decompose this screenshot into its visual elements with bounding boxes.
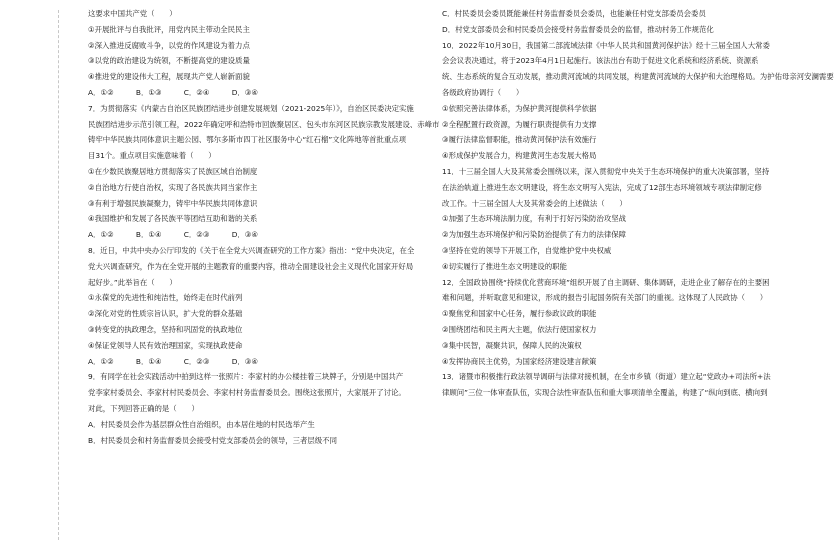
- text-line: ②深化对党的性质宗旨认识，扩大党的群众基础: [88, 309, 243, 319]
- text-line: ①开展批评与自我批评，用党内民主带动全民民主: [88, 24, 250, 34]
- text-line: ②全程配置行政资源，为履行职责提供有力支撑: [442, 119, 597, 129]
- text-line: ④切实履行了推进生态文明建设的职能: [442, 261, 567, 271]
- text-line: ③集中民智，凝聚共识，保障人民的决策权: [442, 340, 582, 350]
- text-line: 11．十三届全国人大及其常委会围绕以来，深入贯彻党中央关于生态环境保护的重大决策部署，坚持: [442, 166, 770, 176]
- text-line: ③转变党的执政理念，坚持和巩固党的执政地位: [88, 324, 243, 334]
- text-line: 党大兴调查研究，作为在全党开展的主题教育的重要内容，推动全面建设社会主义现代化国家开好局: [88, 261, 414, 271]
- right-column: [442, 6, 834, 550]
- text-line: 对此，下列回答正确的是（ ）: [88, 403, 199, 413]
- text-line: 9．有同学在社会实践活动中拍到这样一张照片：李家村的办公楼挂着三块牌子，分别是中国共产: [88, 372, 404, 382]
- text-line: D．村党支部委员会和村民委员会接受村务监督委员会的监督，推动村务工作规范化: [442, 24, 714, 34]
- text-line: ①在少数民族聚居地方贯彻落实了民族区域自治制度: [88, 166, 258, 176]
- text-line: A．①② B．①③ C．②④ D．③④: [88, 87, 259, 97]
- text-line: 这要求中国共产党（ ）: [88, 9, 177, 18]
- text-line: 10．2022年10月30日，我国第二部流域法律《中华人民共和国黄河保护法》经十三届全国人大常委: [442, 40, 770, 50]
- text-line: 统、生态系统的复合互动发展，推动黄河流域的共同发展，构建黄河流域的大保护和大治理格局。为护佑母亲河安澜需要: [442, 72, 834, 82]
- text-line: 13．诸暨市积极推行政法领导调研与法律对接机制，在全市乡镇（街道）建立起“党政办+司法所+法: [442, 372, 771, 382]
- text-line: A．①② B．①④ C．②③ D．③④: [88, 230, 259, 240]
- text-line: 在法治轨道上推进生态文明建设，将生态文明写入宪法，完成了12部生态环境领域专项法律制定修: [442, 182, 762, 192]
- text-line: A．①② B．①④ C．②③ D．③④: [88, 356, 259, 366]
- text-line: 律顾问”三位一体审查队伍，实现合法性审查队伍和重大事项清单全覆盖，构建了“纵向到底、横向到: [442, 388, 768, 398]
- text-line: 12．全国政协围绕“持续优化营商环境”组织开展了自主调研、集体调研，走进企业了解存在的主要困: [442, 277, 770, 287]
- text-line: ④推进党的建设伟大工程，展现共产党人崭新面貌: [88, 72, 250, 82]
- text-line: 难和问题，并听取意见和建议，形成的报告引起国务院有关部门的重视。这体现了人民政协（ ）: [442, 293, 768, 303]
- text-line: 会会议表决通过，将于2023年4月1日起施行。该法出台有助于促进文化系统和经济系统、资源系: [442, 56, 759, 66]
- text-line: ④形成保护发展合力，构建黄河生态发展大格局: [442, 151, 597, 161]
- text-line: ③有利于增强民族凝聚力，铸牢中华民族共同体意识: [88, 198, 258, 208]
- text-line: B．村民委员会和村务监督委员会接受村党支部委员会的领导，三者层级不同: [88, 435, 337, 445]
- text-line: ④保证党领导人民有效治理国家，实现执政使命: [88, 340, 243, 350]
- text-line: 改工作。十三届全国人大及其常委会的上述做法（ ）: [442, 198, 627, 208]
- text-line: ②深入推进反腐败斗争，以党的作风建设为着力点: [88, 40, 250, 50]
- text-line: ①依照完善法律体系，为保护黄河提供科学依据: [442, 103, 597, 113]
- text-line: 8．近日，中共中央办公厅印发的《关于在全党大兴调查研究的工作方案》指出：“党中央决定，在全: [88, 245, 415, 255]
- text-line: C．村民委员会委员既能兼任村务监督委员会委员，也能兼任村党支部委员会委员: [442, 9, 706, 18]
- text-line: 7．为贯彻落实《内蒙古自治区民族团结进步创建发展规划（2021-2025年）》，自治区民委决定实施: [88, 103, 414, 113]
- text-line: ②围绕团结和民主两大主题，依法行使国家权力: [442, 324, 597, 334]
- text-line: ①加强了生态环境法制力度，有利于打好污染防治攻坚战: [442, 214, 627, 224]
- left-column: [88, 6, 440, 550]
- text-line: ①永葆党的先进性和纯洁性，始终走在时代前列: [88, 293, 243, 303]
- text-line: ③履行法律监督职能，推动黄河保护法有效施行: [442, 135, 597, 145]
- binding-margin-line: [58, 10, 59, 540]
- text-line: 民族团结进步示范引领工程，2022年确定呼和浩特市回族聚居区、包头市东河区民族宗教发展建设、赤峰市: [88, 119, 440, 129]
- text-line: ③以党的政治建设为统领，不断提高党的建设质量: [88, 56, 250, 66]
- text-line: 铸牢中华民族共同体意识主题公园、鄂尔多斯市四丁社区服务中心“红石榴”文化阵地等首批重点项: [88, 135, 407, 145]
- text-line: ④我国维护和发展了各民族平等团结互助和谐的关系: [88, 214, 258, 224]
- text-line: ④发挥协商民主优势，为国家经济建设建言献策: [442, 356, 597, 366]
- text-line: ①聚焦党和国家中心任务，履行参政议政的职能: [442, 309, 597, 319]
- text-line: 起好步。”此举旨在（ ）: [88, 277, 177, 287]
- text-line: ②自治地方行使自治权，实现了各民族共同当家作主: [88, 182, 258, 192]
- text-line: A．村民委员会作为基层群众性自治组织，由本居住地的村民选举产生: [88, 419, 315, 429]
- text-line: 各级政府协调行（ ）: [442, 87, 524, 97]
- text-line: ③坚持在党的领导下开展工作，自觉维护党中央权威: [442, 245, 612, 255]
- text-line: 党李家村委员会、李家村村民委员会、李家村村务监督委员会。围绕这张照片，大家展开了讨论。: [88, 388, 406, 398]
- text-line: 目31个。重点项目实施意味着（ ）: [88, 151, 216, 161]
- text-line: ②为加强生态环境保护和污染防治提供了有力的法律保障: [442, 230, 627, 240]
